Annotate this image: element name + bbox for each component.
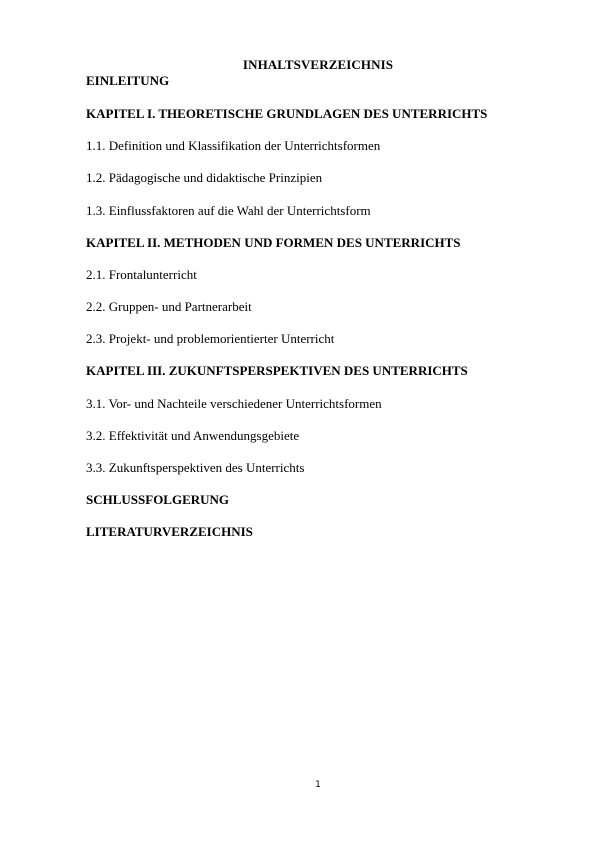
toc-entry-2-3: 2.3. Projekt- und problemorientierter Unterricht [86,331,335,346]
toc-entry-2-1: 2.1. Frontalunterricht [86,267,197,282]
toc-entry-3-3: 3.3. Zukunftsperspektiven des Unterrichts [86,460,305,475]
toc-entry-1-2: 1.2. Pädagogische und didaktische Prinzipien [86,170,323,185]
toc-entry-bibliography: LITERATURVERZEICHNIS [86,524,253,539]
toc-entry-1-3: 1.3. Einflussfaktoren auf die Wahl der Unterrichtsform [86,203,371,218]
toc-title: INHALTSVERZEICHNIS [242,57,394,72]
toc-entry-introduction: EINLEITUNG [86,73,170,88]
toc-entry-3-1: 3.1. Vor- und Nachteile verschiedener Unterrichtsformen [86,396,382,411]
toc-entry-1-1: 1.1. Definition und Klassifikation der Unterrichtsformen [86,138,381,153]
toc-entry-chapter-2: KAPITEL II. METHODEN UND FORMEN DES UNTERRICHTS [86,235,461,250]
toc-entry-conclusion: SCHLUSSFOLGERUNG [86,492,230,507]
toc-entry-3-2: 3.2. Effektivität und Anwendungsgebiete [86,428,300,443]
page-number: 1 [315,780,321,790]
toc-entry-chapter-3: KAPITEL III. ZUKUNFTSPERSPEKTIVEN DES UNTERRICHTS [86,363,468,378]
toc-entry-2-2: 2.2. Gruppen- und Partnerarbeit [86,299,252,314]
toc-entry-chapter-1: KAPITEL I. THEORETISCHE GRUNDLAGEN DES UNTERRICHTS [86,106,488,121]
